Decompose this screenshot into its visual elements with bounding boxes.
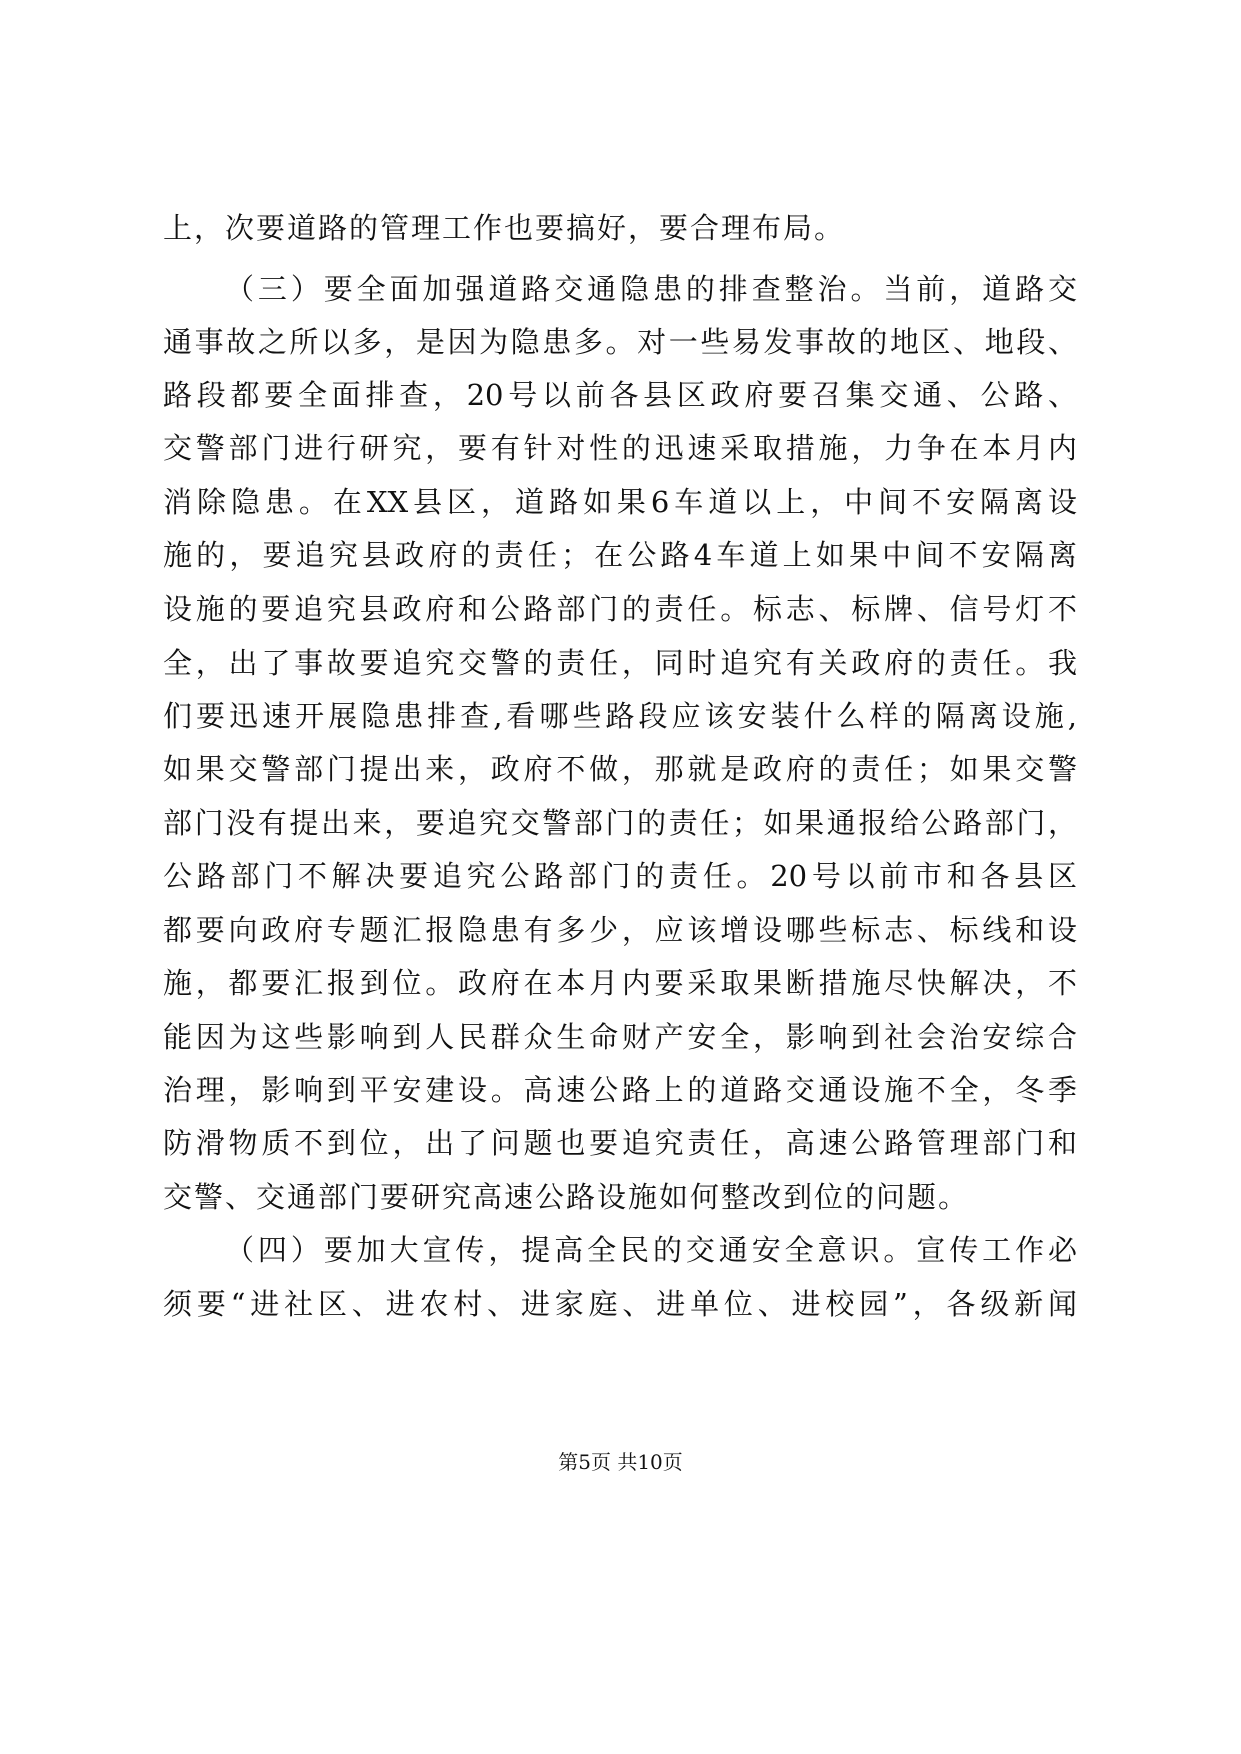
- text-line: 设施的要追究县政府和公路部门的责任。标志、标牌、信号灯不: [163, 592, 1077, 626]
- text-line: 全，出了事故要追究交警的责任，同时追究有关政府的责任。我: [163, 646, 1077, 680]
- text-line: 交警、交通部门要研究高速公路设施如何整改到位的问题。: [163, 1180, 970, 1214]
- text-line: 如果交警部门提出来，政府不做，那就是政府的责任；如果交警: [163, 752, 1077, 786]
- text-line: （三）要全面加强道路交通隐患的排查整治。当前，道路交: [225, 272, 1077, 306]
- text-line: 公路部门不解决要追究公路部门的责任。20号以前市和各县区: [163, 859, 1077, 893]
- text-line: 们要迅速开展隐患排查,看哪些路段应该安装什么样的隔离设施,: [163, 699, 1077, 733]
- text-line: 交警部门进行研究，要有针对性的迅速采取措施，力争在本月内: [163, 431, 1077, 465]
- text-line: 上，次要道路的管理工作也要搞好，要合理布局。: [163, 211, 846, 245]
- text-line: 施，都要汇报到位。政府在本月内要采取果断措施尽快解决，不: [163, 966, 1077, 1000]
- text-line: 治理，影响到平安建设。高速公路上的道路交通设施不全，冬季: [163, 1073, 1077, 1107]
- text-line: 须要“进社区、进农村、进家庭、进单位、进校园”，各级新闻: [163, 1287, 1077, 1321]
- page-number-footer: 第5页 共10页: [558, 1450, 683, 1474]
- text-line: 路段都要全面排查，20号以前各县区政府要召集交通、公路、: [163, 378, 1077, 412]
- text-line: 能因为这些影响到人民群众生命财产安全，影响到社会治安综合: [163, 1020, 1077, 1054]
- text-line: 部门没有提出来，要追究交警部门的责任；如果通报给公路部门，: [163, 806, 1077, 840]
- text-line: 消除隐患。在XX县区，道路如果6车道以上，中间不安隔离设: [163, 485, 1077, 519]
- text-line: 防滑物质不到位，出了问题也要追究责任，高速公路管理部门和: [163, 1126, 1077, 1160]
- text-line: 通事故之所以多，是因为隐患多。对一些易发事故的地区、地段、: [163, 325, 1077, 359]
- text-line: （四）要加大宣传，提高全民的交通安全意识。宣传工作必: [225, 1233, 1077, 1267]
- text-line: 都要向政府专题汇报隐患有多少，应该增设哪些标志、标线和设: [163, 913, 1077, 947]
- text-line: 施的，要追究县政府的责任；在公路4车道上如果中间不安隔离: [163, 538, 1077, 572]
